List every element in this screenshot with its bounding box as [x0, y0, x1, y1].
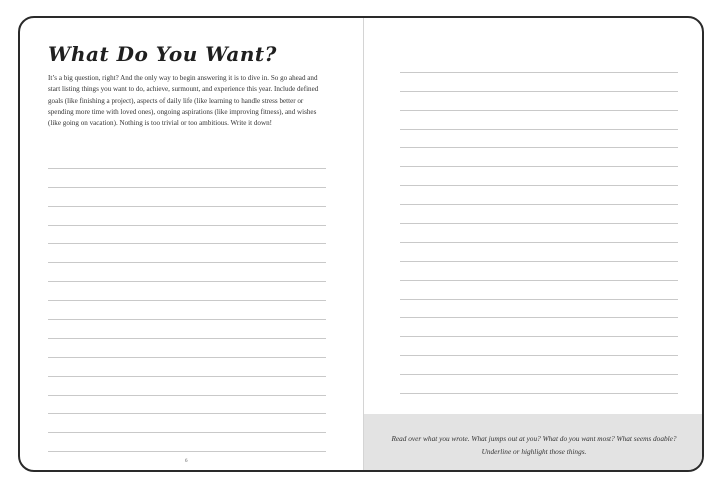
reflection-prompt: Read over what you wrote. What jumps out at you? What do you want most? What seems doable? Underline or highlight those things.: [391, 434, 677, 456]
writing-line: [400, 243, 678, 262]
writing-line: [400, 337, 678, 356]
writing-line: [48, 282, 326, 301]
page-number: 6: [185, 459, 188, 464]
writing-line: [400, 92, 678, 111]
writing-line: [400, 73, 678, 92]
writing-lines-right: [400, 54, 678, 394]
writing-line: [48, 169, 326, 188]
writing-line: [400, 356, 678, 375]
writing-line: [48, 377, 326, 396]
writing-line: [400, 167, 678, 186]
writing-line: [400, 318, 678, 337]
writing-line: [400, 130, 678, 149]
writing-line: [48, 358, 326, 377]
writing-line: [48, 150, 326, 169]
writing-line: [400, 205, 678, 224]
writing-line: [400, 375, 678, 394]
writing-line: [48, 226, 326, 245]
intro-paragraph: It’s a big question, right? And the only way to begin answering it is to dive in. So go ahead and start listing things you want to do, achieve, surmount, and experience this year. Include defined goals (like finishing a project), aspects of daily life (like learning to handle stress better or spending more time with loved ones), ongoing aspirations (like improving fitness), and wishes (like going on vacation). Nothing is too trivial or too ambitious. Write it down!: [48, 74, 319, 128]
writing-line: [48, 339, 326, 358]
writing-line: [400, 148, 678, 167]
left-page: [20, 18, 363, 470]
writing-line: [400, 281, 678, 300]
writing-line: [400, 186, 678, 205]
journal-spread: [18, 16, 704, 472]
writing-line: [48, 188, 326, 207]
page-title: What Do You Want?: [48, 42, 277, 66]
writing-line: [48, 396, 326, 415]
reflection-prompt-box: [364, 414, 704, 472]
writing-line: [48, 301, 326, 320]
writing-line: [400, 224, 678, 243]
writing-line: [400, 300, 678, 319]
writing-line: [48, 414, 326, 433]
writing-line: [48, 207, 326, 226]
writing-line: [400, 111, 678, 130]
writing-line: [400, 54, 678, 73]
writing-line: [48, 244, 326, 263]
right-page: [364, 18, 704, 470]
writing-line: [48, 433, 326, 452]
writing-lines-left: [48, 150, 326, 452]
writing-line: [48, 263, 326, 282]
writing-line: [48, 320, 326, 339]
writing-line: [400, 262, 678, 281]
